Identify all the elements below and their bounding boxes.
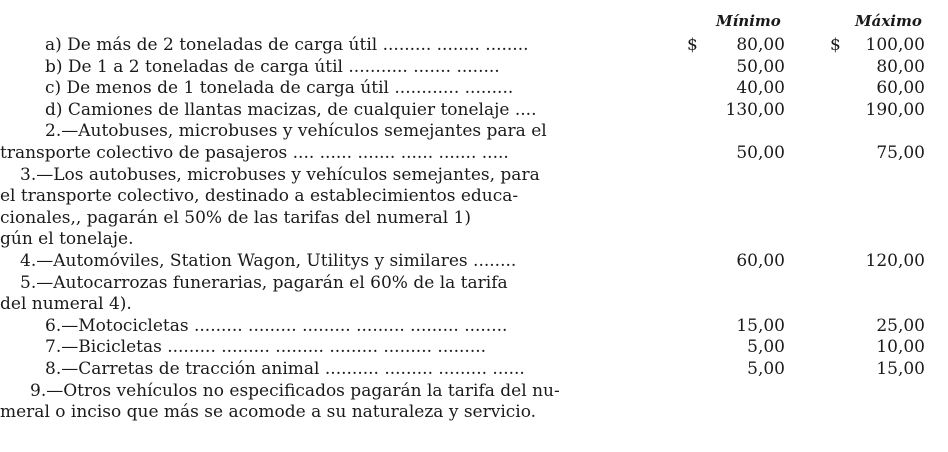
tariff-line — [0, 401, 948, 423]
minimum-value: 5,00 — [747, 359, 785, 379]
line-text: b) De 1 a 2 toneladas de carga útil ........... ....... ........ — [45, 56, 500, 77]
line-text: 6.—Motocicletas ......... ......... ......... ......... ......... ........ — [45, 315, 508, 336]
minimum-value: 130,00 — [725, 99, 785, 120]
minimum-value: 15,00 — [736, 315, 785, 336]
tariff-line — [0, 315, 948, 337]
tariff-line — [0, 228, 948, 250]
line-text: cionales,, pagarán el 50% de las tarifas del numeral 1) — [0, 207, 471, 228]
tariff-line — [0, 207, 948, 229]
line-text: a) De más de 2 toneladas de carga útil ......... ........ ........ — [45, 35, 529, 55]
line-text: 4.—Automóviles, Station Wagon, Utilitys y similares ........ — [20, 251, 517, 271]
line-text: d) Camiones de llantas macizas, de cualquier tonelaje .... — [45, 99, 537, 120]
currency-symbol-max: $ — [830, 35, 841, 55]
minimum-value: 80,00 — [736, 35, 785, 55]
tariff-line — [0, 99, 948, 121]
column-header-maximo: Máximo — [855, 12, 922, 30]
tariff-line — [0, 164, 948, 186]
tariff-line — [0, 250, 948, 272]
column-header-minimo: Mínimo — [716, 12, 781, 30]
minimum-value: 40,00 — [736, 78, 785, 99]
maximum-value: 25,00 — [876, 315, 925, 336]
maximum-value: 10,00 — [876, 337, 925, 358]
line-text: 9.—Otros vehículos no especificados pagarán la tarifa del nu- — [30, 380, 560, 401]
tariff-line — [0, 77, 948, 99]
line-text: 7.—Bicicletas ......... ......... ......... ......... ......... ......... — [45, 337, 487, 358]
line-text: el transporte colectivo, destinado a establecimientos educa- — [0, 186, 519, 207]
line-text: 3.—Los autobuses, microbuses y vehículos semejantes, para — [20, 164, 540, 185]
tariff-line — [0, 185, 948, 207]
minimum-value: 50,00 — [736, 56, 785, 77]
tariff-line — [0, 293, 948, 315]
tariff-line — [0, 142, 948, 164]
currency-symbol-min: $ — [687, 35, 698, 55]
maximum-value: 60,00 — [876, 78, 925, 99]
maximum-value: 75,00 — [876, 143, 925, 163]
line-text: del numeral 4). — [0, 294, 132, 315]
maximum-value: 190,00 — [865, 99, 925, 120]
tariff-line — [0, 56, 948, 78]
maximum-value: 80,00 — [876, 56, 925, 77]
minimum-value: 50,00 — [736, 143, 785, 163]
maximum-value: 100,00 — [865, 35, 925, 55]
tariff-line — [0, 358, 948, 380]
line-text: 8.—Carretas de tracción animal .......... ......... ......... ...... — [45, 359, 525, 379]
tariff-line — [0, 380, 948, 402]
tariff-line — [0, 272, 948, 294]
maximum-value: 15,00 — [876, 359, 925, 379]
tariff-line — [0, 120, 948, 142]
maximum-value: 120,00 — [865, 251, 925, 271]
line-text: c) De menos de 1 tonelada de carga útil ............ ......... — [45, 78, 514, 99]
line-text: transporte colectivo de pasajeros .... ...... ....... ...... ....... ..... — [0, 143, 509, 163]
line-text: 5.—Autocarrozas funerarias, pagarán el 60% de la tarifa — [20, 272, 508, 293]
line-text: 2.—Autobuses, microbuses y vehículos semejantes para el — [45, 121, 547, 142]
minimum-value: 5,00 — [747, 337, 785, 358]
tariff-line — [0, 336, 948, 358]
tariff-line — [0, 34, 948, 56]
minimum-value: 60,00 — [736, 251, 785, 271]
line-text: gún el tonelaje. — [0, 229, 134, 250]
line-text: meral o inciso que más se acomode a su naturaleza y servicio. — [0, 402, 537, 423]
